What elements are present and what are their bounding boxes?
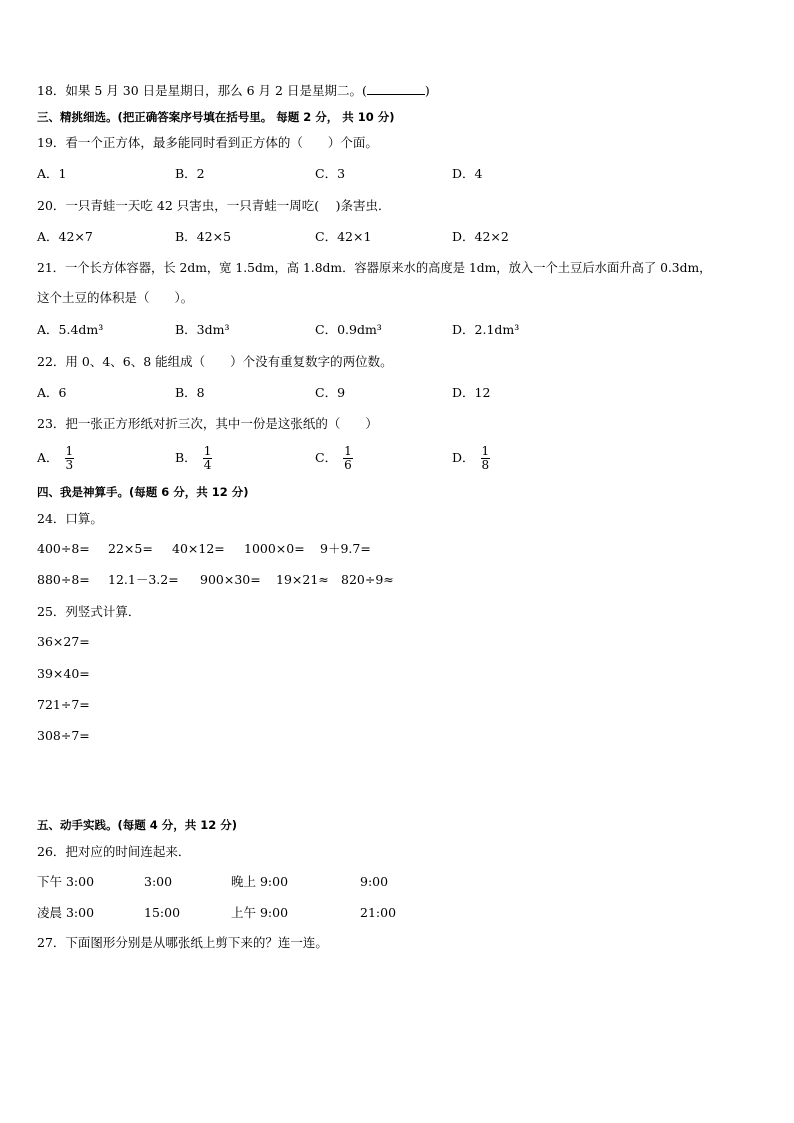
time-item[interactable]: 15:00	[144, 905, 181, 920]
q22-option-b[interactable]: B．8	[175, 385, 205, 400]
fraction: $\frac{1}{4}$	[203, 444, 212, 472]
fraction: $\frac{1}{8}$	[481, 444, 490, 472]
question-18: 18．如果 5 月 30 日是星期日，那么 6 月 2 日是星期二。( )	[37, 83, 430, 98]
time-item[interactable]: 3:00	[144, 874, 173, 889]
q23-option-b[interactable]: B． $\frac{1}{4}$	[175, 444, 212, 472]
mental-math-item: 900×30=	[200, 572, 261, 587]
time-item[interactable]: 下午 3:00	[37, 874, 95, 889]
time-item[interactable]: 凌晨 3:00	[37, 905, 95, 920]
question-21-line-1: 21．一个长方体容器，长 2dm，宽 1.5dm，高 1.8dm．容器原来水的高度是 1dm，放入一个土豆后水面升高了 0.3dm，	[37, 261, 712, 275]
q19-option-b[interactable]: B．2	[175, 166, 205, 181]
q22-option-d[interactable]: D．12	[452, 385, 491, 400]
q19-option-a[interactable]: A．1	[37, 166, 67, 181]
mental-math-item: 880÷8=	[37, 572, 90, 587]
time-item[interactable]: 21:00	[360, 905, 397, 920]
fraction: $\frac{1}{6}$	[344, 444, 352, 472]
q20-option-a[interactable]: A．42×7	[37, 229, 93, 244]
question-19: 19．看一个正方体，最多能同时看到正方体的（ ）个面。	[37, 135, 378, 150]
question-25: 25．列竖式计算．	[37, 604, 141, 619]
question-24: 24．口算。	[37, 511, 103, 526]
mental-math-item: 1000×0=	[244, 541, 305, 556]
q19-option-d[interactable]: D．4	[452, 166, 483, 181]
section-4-title: 四、我是神算手。(每题 6 分，共 12 分)	[37, 485, 249, 499]
question-21-line-2: 这个土豆的体积是（ ）。	[37, 290, 194, 305]
q20-option-d[interactable]: D．42×2	[452, 229, 509, 244]
q19-option-c[interactable]: C．3	[315, 166, 346, 181]
vertical-calc-item: 36×27=	[37, 634, 90, 649]
question-26: 26．把对应的时间连起来．	[37, 844, 191, 859]
time-item[interactable]: 上午 9:00	[231, 905, 289, 920]
fraction: $\frac{1}{3}$	[65, 444, 74, 472]
q20-option-c[interactable]: C．42×1	[315, 229, 372, 244]
section-3-title: 三、精挑细选。(把正确答案序号填在括号里。 每题 2 分， 共 10 分)	[37, 110, 395, 124]
q21-option-a[interactable]: A．5.4dm³	[37, 322, 104, 337]
section-5-title: 五、动手实践。(每题 4 分，共 12 分)	[37, 818, 238, 832]
q22-option-a[interactable]: A．6	[37, 385, 67, 400]
question-23: 23．把一张正方形纸对折三次，其中一份是这张纸的（ ）	[37, 416, 378, 431]
answer-blank[interactable]	[367, 82, 425, 95]
mental-math-item: 40×12=	[172, 541, 225, 556]
q23-option-c[interactable]: C． $\frac{1}{6}$	[315, 444, 352, 472]
vertical-calc-item: 721÷7=	[37, 697, 90, 712]
mental-math-item: 9＋9.7=	[320, 541, 371, 556]
q22-option-c[interactable]: C．9	[315, 385, 346, 400]
question-22: 22．用 0、4、6、8 能组成（ ）个没有重复数字的两位数。	[37, 354, 393, 369]
question-20: 20．一只青蛙一天吃 42 只害虫，一只青蛙一周吃( )条害虫．	[37, 198, 391, 213]
q21-option-c[interactable]: C．0.9dm³	[315, 322, 382, 337]
q21-option-d[interactable]: D．2.1dm³	[452, 322, 520, 337]
time-item[interactable]: 9:00	[360, 874, 389, 889]
q21-option-b[interactable]: B．3dm³	[175, 322, 230, 337]
q23-option-a[interactable]: A． $\frac{1}{3}$	[37, 444, 74, 472]
mental-math-item: 19×21≈	[276, 572, 329, 587]
vertical-calc-item: 39×40=	[37, 666, 90, 681]
mental-math-item: 820÷9≈	[341, 572, 394, 587]
mental-math-item: 400÷8=	[37, 541, 90, 556]
q23-option-d[interactable]: D． $\frac{1}{8}$	[452, 444, 490, 472]
mental-math-item: 22×5=	[108, 541, 153, 556]
question-27: 27．下面图形分别是从哪张纸上剪下来的？连一连。	[37, 935, 328, 950]
mental-math-item: 12.1－3.2=	[108, 572, 179, 587]
time-item[interactable]: 晚上 9:00	[231, 874, 289, 889]
q20-option-b[interactable]: B．42×5	[175, 229, 232, 244]
vertical-calc-item: 308÷7=	[37, 728, 90, 743]
